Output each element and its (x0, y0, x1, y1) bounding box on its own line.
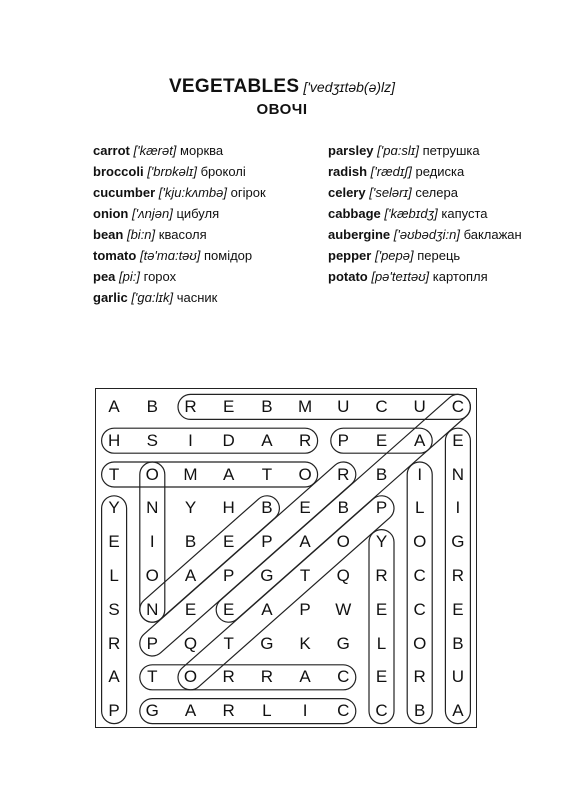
grid-cell[interactable]: C (451, 396, 465, 416)
grid-cell[interactable]: A (108, 667, 120, 687)
grid-cell[interactable]: W (335, 599, 352, 619)
grid-cell[interactable]: I (149, 532, 155, 552)
grid-cell[interactable]: O (298, 464, 312, 484)
grid-cell[interactable]: P (223, 565, 235, 585)
grid-cell[interactable]: C (375, 396, 388, 416)
vocab-translation: перець (417, 248, 461, 263)
grid-cell[interactable]: L (109, 565, 119, 585)
grid-cell[interactable]: I (417, 464, 423, 484)
grid-cell[interactable]: Y (375, 532, 388, 552)
grid-cell[interactable]: Q (336, 565, 350, 585)
vocabulary-list-left (93, 140, 343, 308)
vocab-translation: картопля (432, 269, 488, 284)
vocab-ipa: ['kærət] (133, 143, 177, 158)
grid-cell[interactable]: P (108, 701, 120, 721)
vocab-word: bean (93, 227, 124, 242)
vocab-translation: петрушка (422, 143, 480, 158)
vocab-entry-carrot (93, 140, 343, 161)
grid-cell[interactable]: R (222, 701, 235, 721)
vocab-translation: селера (415, 185, 458, 200)
grid-cell[interactable]: H (222, 498, 235, 518)
vocab-entry-garlic (93, 287, 343, 308)
vocab-ipa: ['rædɪʃ] (370, 164, 412, 179)
grid-cell[interactable]: G (145, 701, 159, 721)
grid-cell[interactable]: T (147, 667, 158, 687)
grid-cell[interactable]: A (184, 701, 197, 721)
grid-cell[interactable]: U (413, 396, 426, 416)
grid-cell[interactable]: B (146, 396, 158, 416)
grid-cell[interactable]: E (223, 532, 235, 552)
grid-cell[interactable]: R (413, 667, 426, 687)
grid-cell[interactable]: E (184, 599, 197, 619)
grid-cell[interactable]: C (337, 667, 350, 687)
vocab-ipa: ['selərɪ] (369, 185, 412, 200)
vocab-translation: баклажан (463, 227, 522, 242)
grid-cell[interactable]: R (337, 464, 350, 484)
grid-cell[interactable]: T (108, 464, 120, 484)
vocab-word: celery (328, 185, 366, 200)
grid-cell[interactable]: R (107, 633, 121, 653)
page-title (0, 76, 564, 98)
grid-cell[interactable]: E (452, 599, 464, 619)
grid-cell[interactable]: M (298, 396, 313, 416)
vocab-word: pea (93, 269, 116, 284)
vocab-word: cucumber (93, 185, 156, 200)
grid-cell[interactable]: S (146, 430, 158, 450)
grid-cell[interactable]: Y (184, 498, 197, 518)
grid-cell[interactable]: O (413, 532, 427, 552)
vocab-translation: часник (176, 290, 218, 305)
grid-cell[interactable]: P (261, 532, 273, 552)
vocab-entry-cucumber (93, 182, 343, 203)
grid-cell[interactable]: E (223, 599, 235, 619)
grid-cell[interactable]: O (336, 532, 350, 552)
grid-cell[interactable]: R (298, 430, 312, 450)
grid-cell[interactable]: B (375, 464, 388, 484)
grid-cell[interactable]: P (375, 498, 388, 518)
grid-cell[interactable]: R (451, 565, 465, 585)
grid-cell[interactable]: G (336, 633, 350, 653)
grid-cell[interactable]: E (223, 396, 235, 416)
grid-cell[interactable]: D (222, 430, 235, 450)
vocab-entry-pea (93, 266, 343, 287)
vocab-word: broccoli (93, 164, 144, 179)
grid-cell[interactable]: C (413, 599, 426, 619)
vocab-translation: горох (143, 269, 177, 284)
grid-cell[interactable]: T (261, 464, 273, 484)
grid-cell[interactable]: N (451, 464, 465, 484)
vocab-ipa: [bi:n] (126, 227, 156, 242)
grid-cell[interactable]: G (260, 633, 274, 653)
vocab-word: potato (328, 269, 368, 284)
grid-cell[interactable]: E (452, 430, 464, 450)
vocab-entry-tomato (93, 245, 343, 266)
grid-cell[interactable]: O (145, 565, 159, 585)
grid-cell[interactable]: A (108, 396, 120, 416)
vocab-word: parsley (328, 143, 374, 158)
grid-cell[interactable]: T (223, 633, 234, 653)
grid-cell[interactable]: I (455, 498, 461, 518)
vocab-ipa: ['kæbɪdʒ] (384, 206, 438, 221)
grid-cell[interactable]: B (261, 396, 273, 416)
title-transcription: ['vedʒɪtəb(ə)lz] (303, 79, 396, 95)
grid-cell[interactable]: M (183, 464, 198, 484)
vocab-translation: огірок (230, 185, 266, 200)
grid-cell[interactable]: L (414, 498, 425, 518)
grid-cell[interactable]: P (146, 633, 158, 653)
grid-cell[interactable]: L (262, 701, 272, 721)
grid-cell[interactable]: G (260, 565, 274, 585)
grid-cell[interactable]: P (299, 599, 311, 619)
grid-cell[interactable]: A (184, 565, 197, 585)
grid-cell[interactable]: L (376, 633, 387, 653)
vocab-entry-radish (328, 161, 564, 182)
grid-cell[interactable]: Q (183, 633, 198, 653)
grid-cell[interactable]: H (107, 430, 121, 450)
grid-cell[interactable]: B (184, 532, 197, 552)
grid-cell[interactable]: A (414, 430, 426, 450)
vocab-translation: квасоля (158, 227, 207, 242)
grid-cell[interactable]: G (451, 532, 465, 552)
grid-cell[interactable]: R (375, 565, 388, 585)
grid-cell[interactable]: A (452, 701, 464, 721)
grid-cell[interactable]: E (375, 599, 388, 619)
grid-cell[interactable]: S (108, 599, 120, 619)
grid-cell[interactable]: O (183, 667, 198, 687)
vocab-word: cabbage (328, 206, 381, 221)
vocab-entry-onion (93, 203, 343, 224)
grid-cell[interactable]: B (337, 498, 349, 518)
vocab-ipa: [tə'mɑ:təʊ] (139, 248, 201, 263)
vocab-translation: капуста (441, 206, 488, 221)
grid-cell[interactable]: A (299, 667, 311, 687)
grid-cell[interactable]: A (223, 464, 235, 484)
grid-cell[interactable]: I (302, 701, 308, 721)
vocab-entry-broccoli (93, 161, 343, 182)
grid-cell[interactable]: R (184, 396, 197, 416)
grid-cell[interactable]: A (261, 599, 273, 619)
vocab-word: onion (93, 206, 129, 221)
grid-cell[interactable]: R (222, 667, 235, 687)
grid-cell[interactable]: E (299, 498, 311, 518)
grid-cell[interactable]: P (337, 430, 349, 450)
vocab-entry-pepper (328, 245, 564, 266)
grid-cell[interactable]: R (260, 667, 274, 687)
grid-cell[interactable]: C (413, 565, 426, 585)
grid-cell[interactable]: C (375, 701, 388, 721)
vocab-ipa: ['pɑ:slɪ] (377, 143, 419, 158)
vocab-translation: цибуля (176, 206, 220, 221)
vocab-entry-parsley (328, 140, 564, 161)
grid-cell[interactable]: T (299, 565, 311, 585)
grid-cell[interactable]: B (261, 498, 273, 518)
page-subtitle: ОВОЧІ (256, 101, 308, 118)
vocab-ipa: ['ʌnjən] (132, 206, 173, 221)
grid-cell[interactable]: C (337, 701, 350, 721)
grid-cell[interactable]: B (414, 701, 426, 721)
grid-cell[interactable]: K (299, 633, 311, 653)
vocab-word: aubergine (328, 227, 391, 242)
vocabulary-list-right (328, 140, 564, 287)
vocab-ipa: ['pepə] (374, 248, 414, 263)
grid-cell[interactable]: O (413, 633, 427, 653)
grid-cell[interactable]: U (337, 396, 350, 416)
vocab-entry-aubergine (328, 224, 564, 245)
vocab-word: radish (328, 164, 368, 179)
title-word: VEGETABLES (168, 76, 300, 97)
vocab-word: pepper (328, 248, 372, 263)
vocab-word: tomato (93, 248, 137, 263)
vocab-entry-bean (93, 224, 343, 245)
grid-cell[interactable]: B (452, 633, 464, 653)
vocab-ipa: ['əʊbədʒi:n] (393, 227, 460, 242)
vocab-word: garlic (93, 290, 128, 305)
grid-cell[interactable]: U (451, 667, 465, 687)
grid-cell[interactable]: O (145, 464, 159, 484)
grid-cell[interactable]: N (146, 599, 159, 619)
vocab-ipa: ['gɑ:lɪk] (131, 290, 174, 305)
vocab-translation: броколі (200, 164, 246, 179)
grid-cell[interactable]: E (108, 532, 120, 552)
vocab-entry-celery (328, 182, 564, 203)
vocab-ipa: [pi:] (119, 269, 140, 284)
vocab-word: carrot (93, 143, 130, 158)
vocab-translation: помідор (203, 248, 253, 263)
vocab-translation: морква (180, 143, 224, 158)
grid-cell[interactable]: I (188, 430, 193, 450)
vocab-entry-potato (328, 266, 564, 287)
vocab-entry-cabbage (328, 203, 564, 224)
vocab-ipa: [pə'teɪtəʊ] (371, 269, 430, 284)
grid-cell[interactable]: Y (108, 498, 120, 518)
grid-cell[interactable]: E (375, 430, 388, 450)
vocab-ipa: ['brɒkəlɪ] (147, 164, 197, 179)
vocab-translation: редиска (415, 164, 465, 179)
grid-cell[interactable]: E (375, 667, 388, 687)
grid-cell[interactable]: A (299, 532, 311, 552)
vocab-ipa: ['kju:kʌmbə] (158, 185, 227, 200)
grid-cell[interactable]: A (261, 430, 273, 450)
grid-cell[interactable]: N (146, 498, 159, 518)
